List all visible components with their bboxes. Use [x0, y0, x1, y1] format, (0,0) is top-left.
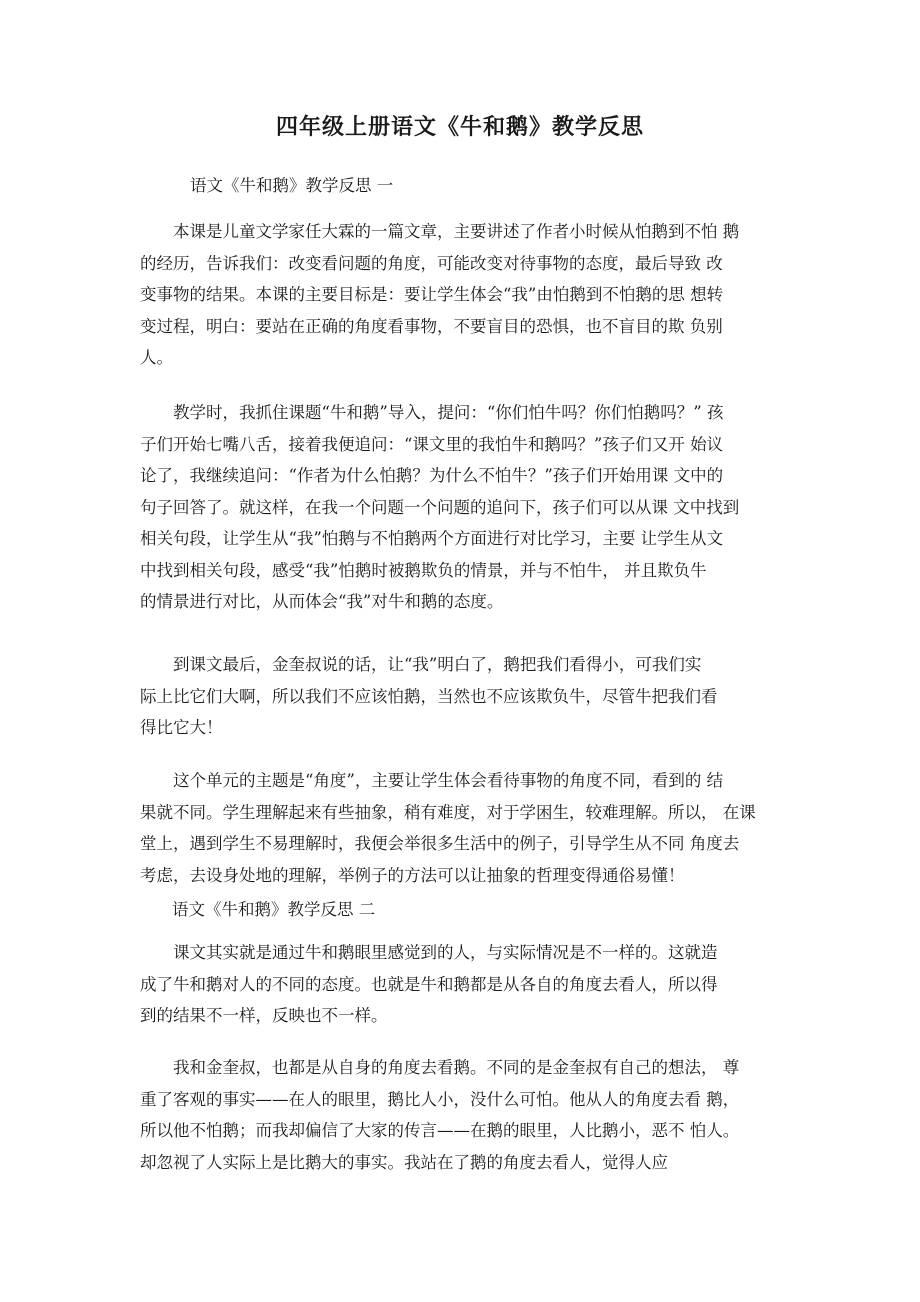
section-heading-2: 语文《牛和鹅》教学反思 二 — [172, 900, 376, 919]
text-line: 得比它大！ — [140, 718, 223, 737]
text-line: 所以他不怕鹅；而我却偏信了大家的传言——在鹅的眼里，人比鹅小，恶不 怕人。 — [140, 1121, 740, 1140]
text-line: 句子回答了。就这样，在我一个问题一个问题的追问下，孩子们可以从课 文中找到 — [140, 497, 740, 517]
paragraph-6 — [140, 1052, 800, 1178]
text-line: 人。 — [140, 348, 173, 367]
text-line: 子们开始七嘴八舌，接着我便追问：“课文里的我怕牛和鹅吗？”孩子们又开 始议 — [140, 434, 724, 454]
text-line: 果就不同。学生理解起来有些抽象，稍有难度，对于学困生，较难理解。所以， 在课 — [140, 802, 756, 822]
text-line: 变过程，明白：要站在正确的角度看事物，不要盲目的恐惧，也不盲目的欺 负别 — [140, 316, 723, 336]
text-line: 中找到相关句段，感受“我”怕鹅时被鹅欺负的情景，并与不怕牛， 并且欺负牛 — [140, 560, 707, 580]
text-line: 成了牛和鹅对人的不同的态度。也就是牛和鹅都是从各自的角度去看人，所以得 — [140, 974, 718, 994]
section-heading-1: 语文《牛和鹅》教学反思 一 — [190, 176, 394, 195]
text-line: 论了，我继续追问：“作者为什么怕鹅？为什么不怕牛？”孩子们开始用课 文中的 — [140, 466, 724, 485]
text-line: 相关句段，让学生从“我”怕鹅与不怕鹅两个方面进行对比学习，主要 让学生从文 — [140, 529, 724, 548]
text-line: 变事物的结果。本课的主要目标是：要让学生体会“我”由怕鹅到不怕鹅的思 想转 — [140, 285, 724, 304]
text-line: 到课文最后，金奎叔说的话，让“我”明白了，鹅把我们看得小，可我们实 — [140, 655, 702, 674]
paragraph-5 — [140, 937, 800, 1032]
text-line: 重了客观的事实——在人的眼里，鹅比人小，没什么可怕。他从人的角度去看 鹅， — [140, 1089, 740, 1109]
paragraph-4 — [140, 765, 800, 891]
paragraph-3 — [140, 649, 800, 744]
text-line: 却忽视了人实际上是比鹅大的事实。我站在了鹅的角度去看人，觉得人应 — [140, 1152, 668, 1172]
text-line: 到的结果不一样，反映也不一样。 — [140, 1006, 388, 1025]
text-line: 教学时，我抓住课题“牛和鹅”导入，提问：“你们怕牛吗？你们怕鹅吗？” 孩 — [140, 403, 724, 422]
text-line: 堂上，遇到学生不易理解时，我便会举很多生活中的例子，引导学生从不同 角度去 — [140, 834, 740, 853]
text-line: 课文其实就是通过牛和鹅眼里感觉到的人，与实际情况是不一样的。这就造 — [140, 943, 718, 962]
text-line: 本课是儿童文学家任大霖的一篇文章，主要讲述了作者小时候从怕鹅到不怕 鹅 — [140, 222, 740, 241]
text-line: 考虑，去设身处地的理解，举例子的方法可以让抽象的哲理变得通俗易懂！ — [140, 865, 685, 885]
text-line: 我和金奎叔，也都是从自身的角度去看鹅。不同的是金奎叔有自己的想法， 尊 — [140, 1058, 740, 1077]
text-line: 的情景进行对比，从而体会“我”对牛和鹅的态度。 — [140, 592, 504, 611]
document-title: 四年级上册语文《牛和鹅》教学反思 — [275, 115, 644, 140]
paragraph-1 — [140, 216, 800, 374]
text-line: 际上比它们大啊，所以我们不应该怕鹅，当然也不应该欺负牛，尽管牛把我们看 — [140, 686, 718, 706]
text-line: 这个单元的主题是“角度”，主要让学生体会看待事物的角度不同，看到的 结 — [140, 771, 724, 790]
paragraph-2 — [140, 397, 800, 618]
text-line: 的经历，告诉我们：改变看问题的角度，可能改变对待事物的态度，最后导致 改 — [140, 253, 723, 273]
